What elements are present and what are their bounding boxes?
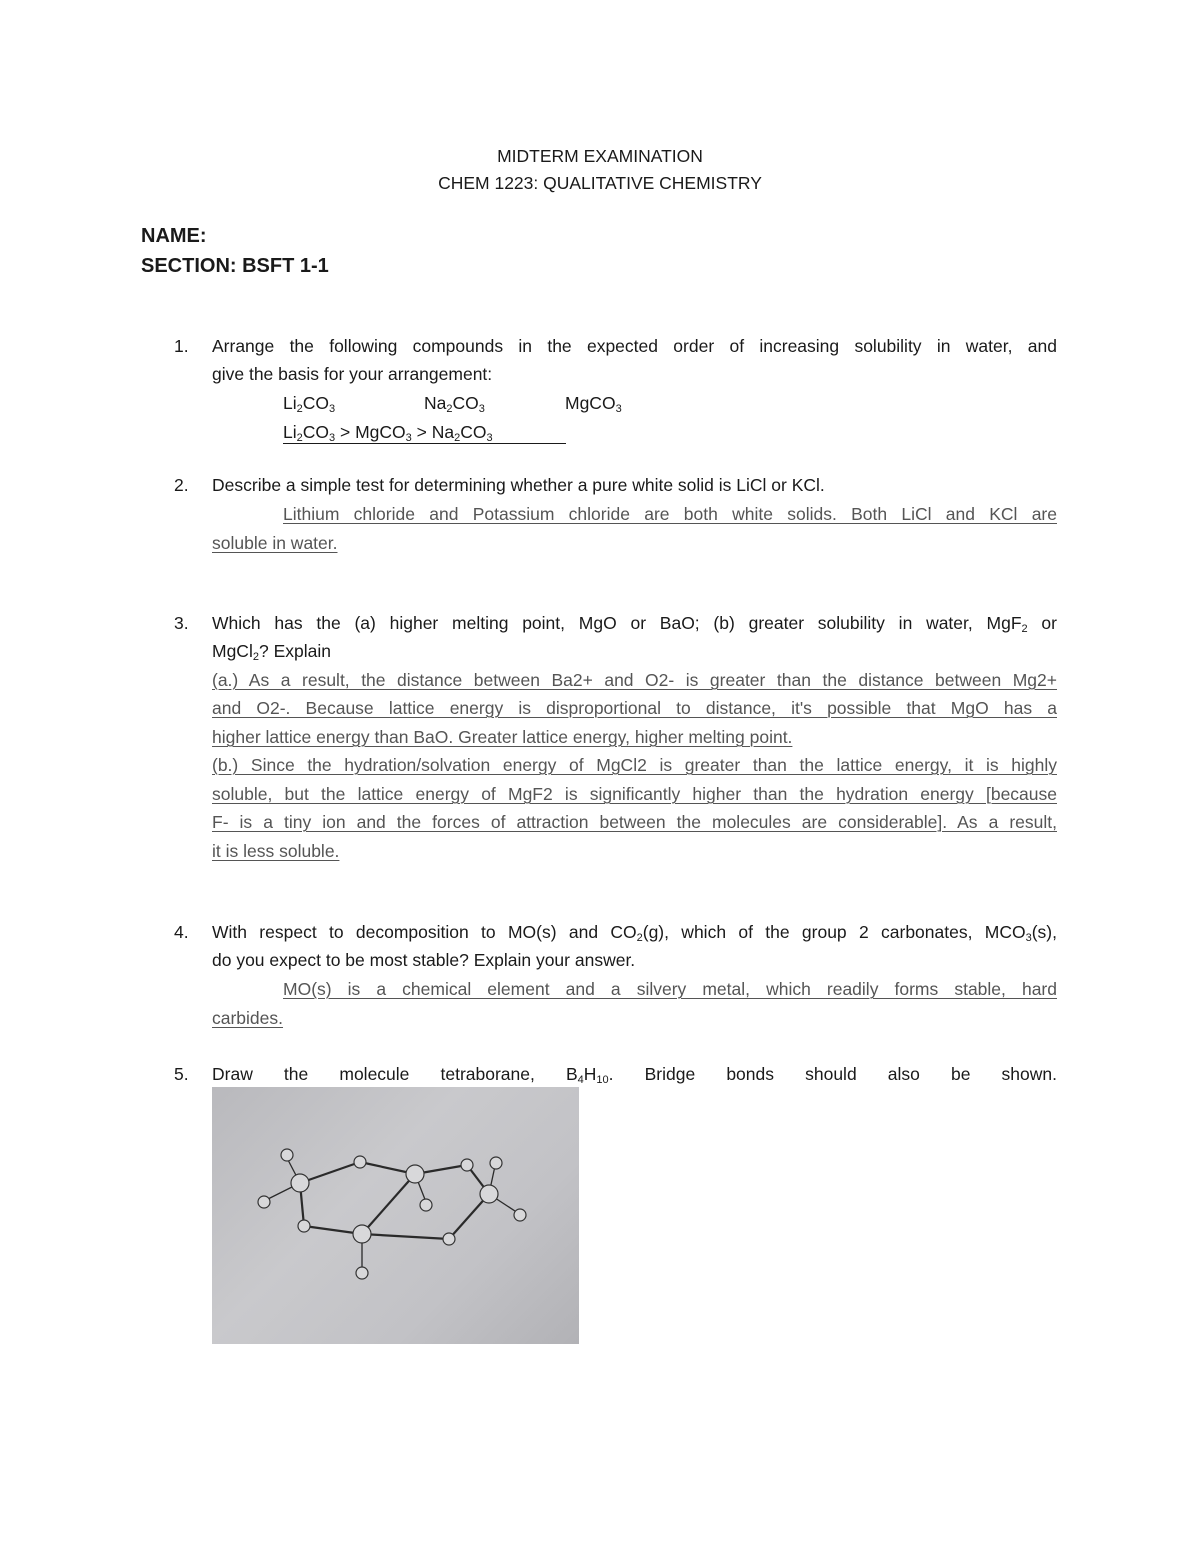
q3-answer-line6: F- is a tiny ion and the forces of attraction between the molecules are considerable]. As a result, [212, 812, 1057, 832]
q3-line2: MgCl$_2$? Explain [212, 641, 331, 663]
section-label: SECTION: BSFT 1-1 [141, 255, 329, 277]
q4-line1: With respect to decomposition to MO(s) and $CO_2(g)$, which of the group 2 carbonates, $MCO_3(s)$, [212, 922, 1057, 944]
q3-answer-line7: it is less soluble. [212, 841, 340, 861]
q4-line2: do you expect to be most stable? Explain your answer. [212, 950, 636, 970]
q3-answer-line5: soluble, but the lattice energy of MgF2 is significantly higher than the hydration energy [because [212, 784, 1057, 804]
q1-answer: $Li_2CO_3$ > MgCO$_3$ > $Na_2CO_3$ [283, 421, 566, 444]
q2-question: Describe a simple test for determining whether a pure white solid is LiCl or KCl. [212, 475, 825, 495]
q1-line1: Arrange the following compounds in the expected order of increasing solubility in water, and [212, 336, 1057, 356]
exam-title: MIDTERM EXAMINATION [497, 146, 703, 166]
q3-answer-line2: and O2-. Because lattice energy is disproportional to distance, it's possible that MgO has a [212, 698, 1057, 718]
q4-number: 4. [174, 922, 189, 942]
course-title: CHEM 1223: QUALITATIVE CHEMISTRY [438, 173, 762, 193]
q2-answer-line1: Lithium chloride and Potassium chloride are both white solids. Both LiCl and KCl are [283, 504, 1057, 524]
tetraborane-sketch [212, 1087, 579, 1344]
q1-number: 1. [174, 336, 189, 356]
name-label: NAME: [141, 225, 207, 247]
q1-compound-na2co3: $Na_2CO_3$ [424, 393, 485, 415]
q3-answer-line4: (b.) Since the hydration/solvation energy of MgCl2 is greater than the lattice energy, it is highly [212, 755, 1057, 775]
q1-compound-li2co3: $Li_2CO_3$ [283, 393, 336, 415]
q2-answer-line2: soluble in water. [212, 533, 338, 553]
q4-answer-line1: MO(s) is a chemical element and a silvery metal, which readily forms stable, hard [283, 979, 1057, 999]
q5-line: Draw the molecule tetraborane, $B_4H_{10}$. Bridge bonds should also be shown. [212, 1064, 1057, 1086]
q2-number: 2. [174, 475, 189, 495]
q5-number: 5. [174, 1064, 189, 1084]
molecule-photo-icon [212, 1087, 579, 1344]
q1-compound-mgco3: MgCO$_3$ [565, 393, 622, 415]
q3-answer-line1: (a.) As a result, the distance between Ba2+ and O2- is greater than the distance between Mg2+ [212, 670, 1057, 690]
q4-answer-line2: carbides. [212, 1008, 284, 1028]
q3-number: 3. [174, 613, 189, 633]
q1-line2: give the basis for your arrangement: [212, 364, 493, 384]
q3-line1: Which has the (a) higher melting point, MgO or BaO; (b) greater solubility in water, MgF$_2$ or [212, 613, 1057, 635]
q3-answer-line3: higher lattice energy than BaO. Greater lattice energy, higher melting point. [212, 727, 793, 747]
